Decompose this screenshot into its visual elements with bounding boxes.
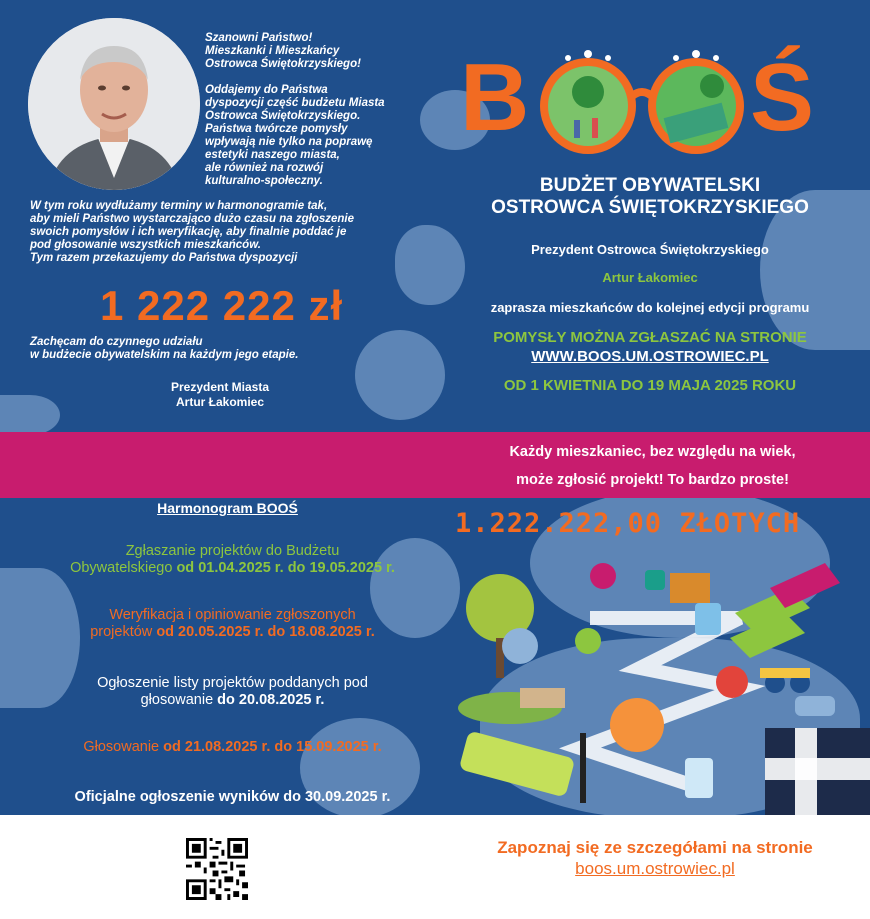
step-dates: do 20.08.2025 r. xyxy=(217,692,325,708)
schedule-step-submission xyxy=(10,543,455,577)
illustration-amount: 1.222.222,00 ZŁOTYCH xyxy=(455,508,801,539)
gear-icon xyxy=(590,563,616,589)
schedule-step-voting xyxy=(10,739,455,756)
step-dates: od 01.04.2025 r. do 19.05.2025 r. xyxy=(176,560,395,576)
website-link[interactable]: WWW.BOOS.UM.OSTROWIEC.PL xyxy=(531,348,769,365)
logo-tagline xyxy=(440,175,860,219)
letter-paragraph-1: Oddajemy do Państwa dyspozycji część budżetu Miasta Ostrowca Świętokrzyskiego. Państwa twórcze pomysły wpływają nie tylko na poprawę estetyki naszego miasta, ale również na rozwój kulturalno-społeczny. xyxy=(205,84,385,187)
step-line-2: projektów xyxy=(90,624,157,640)
ideas-heading: POMYSŁY MOŻNA ZGŁASZAĆ NA STRONIE xyxy=(493,329,807,346)
president-name: Artur Łakomiec xyxy=(602,270,698,285)
letter-greeting: Szanowni Państwo! Mieszkanki i Mieszkańcy Ostrowca Świętokrzyskiego! xyxy=(205,32,361,70)
president-photo xyxy=(28,18,200,190)
step-dates: od 21.08.2025 r. do 15.09.2025 r. xyxy=(163,739,382,755)
glasses-icon xyxy=(530,40,755,165)
letter-paragraph-2: W tym roku wydłużamy terminy w harmonogramie tak, aby mieli Państwo wystarczająco dużo czasu na zgłoszenie swoich pomysłów i ich weryfikację, aby finalnie poddać je pod głosowanie wszystkich mieszkańców. Tym razem przekazujemy do Państwa dyspozycji xyxy=(30,200,355,264)
budget-amount: 1 222 222 zł xyxy=(100,282,344,329)
schedule-title: Harmonogram BOOŚ xyxy=(157,500,298,516)
signature-title: Prezydent Miasta xyxy=(170,380,270,394)
schedule-step-results xyxy=(10,789,455,806)
schedule-step-verification xyxy=(10,607,455,641)
band-line-2: może zgłosić projekt! To bardzo proste! xyxy=(516,472,789,488)
step-line-2: głosowanie xyxy=(140,692,218,708)
bench-icon xyxy=(645,570,665,590)
boos-logo xyxy=(460,40,840,170)
step-line-1: Weryfikacja i opiniowanie zgłoszonych xyxy=(109,607,356,623)
footer-text: Zapoznaj się ze szczegółami na stronie xyxy=(497,838,813,857)
qr-code-icon[interactable] xyxy=(186,838,248,900)
invite-text: zaprasza mieszkańców do kolejnej edycji programu xyxy=(490,300,810,315)
step-dates: Oficjalne ogłoszenie wyników do 30.09.2025 r. xyxy=(74,789,391,805)
lightbulb-icon xyxy=(575,628,601,654)
tagline-line-1: BUDŻET OBYWATELSKI xyxy=(539,175,761,196)
letter-intro xyxy=(205,32,445,201)
document-icon xyxy=(695,603,721,635)
logo-letter-b: B xyxy=(460,44,530,151)
step-line-2: Obywatelskiego xyxy=(70,560,177,576)
signature xyxy=(130,380,310,410)
logo-letter-s: Ś xyxy=(750,44,815,151)
decor-blob xyxy=(355,330,445,420)
signature-name: Artur Łakomiec xyxy=(175,395,265,409)
portrait-illustration xyxy=(28,18,200,190)
city-illustration xyxy=(440,558,870,815)
step-line-2: Głosowanie xyxy=(83,739,164,755)
step-dates: od 20.05.2025 r. do 18.08.2025 r. xyxy=(156,624,375,640)
step-line-1: Ogłoszenie listy projektów poddanych pod xyxy=(97,675,368,691)
step-line-1: Zgłaszanie projektów do Budżetu xyxy=(125,543,340,559)
add-user-icon xyxy=(610,698,664,752)
band-line-1: Każdy mieszkaniec, bez względu na wiek, xyxy=(509,444,796,460)
schedule-step-list xyxy=(10,675,455,709)
band-text xyxy=(440,438,865,494)
letter-encouragement: Zachęcam do czynnego udziału w budżecie obywatelskim na każdym jego etapie. xyxy=(30,336,299,361)
submission-dates: OD 1 KWIETNIA DO 19 MAJA 2025 ROKU xyxy=(503,377,797,394)
president-title: Prezydent Ostrowca Świętokrzyskiego xyxy=(531,242,769,257)
decor-blob xyxy=(0,395,60,435)
footer-link[interactable]: boos.um.ostrowiec.pl xyxy=(575,859,735,878)
chart-icon xyxy=(716,666,748,698)
tagline-line-2: OSTROWCA ŚWIĘTOKRZYSKIEGO xyxy=(491,197,809,218)
